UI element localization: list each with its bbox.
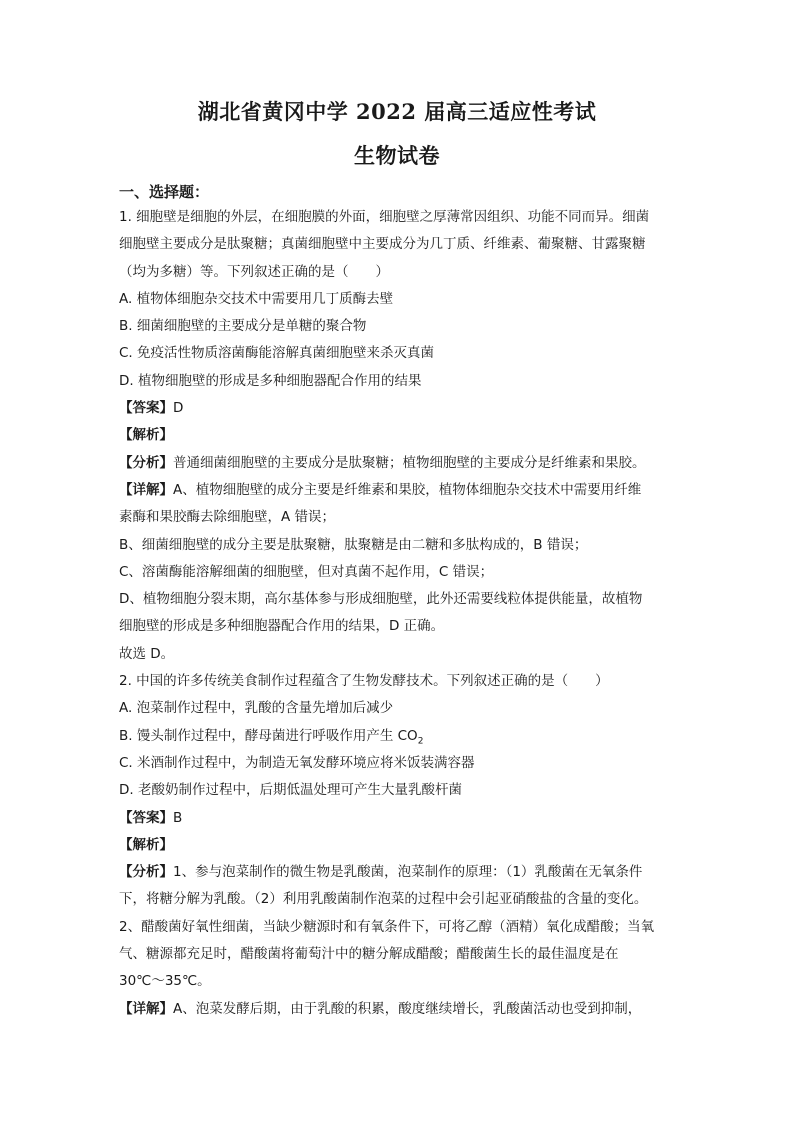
- text-line: [119, 559, 679, 586]
- line-text: A、植物细胞壁的成分主要是纤维素和果胶，植物体细胞杂交技术中需要用纤维: [173, 481, 642, 498]
- line-text: C、溶菌酶能溶解细菌的细胞壁，但对真菌不起作用，C 错误；: [119, 563, 494, 580]
- line-text: A、泡菜发酵后期，由于乳酸的积累，酸度继续增长，乳酸菌活动也受到抑制，: [173, 1000, 642, 1017]
- subscript: 2: [417, 736, 424, 747]
- page-title: 湖北省黄冈中学 2022 届高三适应性考试: [197, 99, 597, 124]
- text-line: [119, 504, 679, 531]
- line-text: B. 细菌细胞壁的主要成分是单糖的聚合物: [119, 318, 367, 335]
- text-line: [119, 450, 679, 477]
- text-line: [119, 886, 679, 913]
- text-line: [119, 777, 679, 804]
- page-subtitle: 生物试卷: [354, 143, 440, 168]
- line-text: B. 馒头制作过程中，酵母菌进行呼吸作用产生 CO: [119, 727, 418, 744]
- text-line: [119, 832, 679, 859]
- line-text: （均为多糖）等。下列叙述正确的是（ ）: [119, 263, 389, 280]
- text-line: [119, 750, 679, 777]
- text-line: [119, 668, 679, 695]
- line-text: 下，将糖分解为乳酸。（2）利用乳酸菌制作泡菜的过程中会引起亚硝酸盐的含量的变化。: [119, 891, 648, 908]
- text-line: [119, 532, 679, 559]
- answer-tag: 【解析】: [119, 427, 173, 444]
- line-text: D. 植物细胞壁的形成是多种细胞器配合作用的结果: [119, 372, 422, 389]
- text-line: [119, 723, 679, 750]
- text-line: [119, 586, 679, 613]
- line-text: 2、醋酸菌好氧性细菌，当缺少糖源时和有氧条件下，可将乙醇（酒精）氧化成醋酸；当氧: [119, 918, 655, 935]
- line-text: 气、糖源都充足时，醋酸菌将葡萄汁中的糖分解成醋酸；醋酸菌生长的最佳温度是在: [119, 946, 619, 963]
- line-text: 2. 中国的许多传统美食制作过程蕴含了生物发酵技术。下列叙述正确的是（ ）: [119, 673, 609, 690]
- line-text: 素酶和果胶酶去除细胞壁，A 错误；: [119, 509, 336, 526]
- line-text: B、细菌细胞壁的成分主要是肽聚糖，肽聚糖是由二糖和多肽构成的，B 错误；: [119, 536, 588, 553]
- answer-tag: 【详解】: [119, 481, 173, 498]
- answer-tag: 【答案】: [119, 809, 173, 826]
- text-line: [119, 941, 679, 968]
- text-line: [119, 914, 679, 941]
- text-line: [119, 613, 679, 640]
- line-text: A. 泡菜制作过程中，乳酸的含量先增加后减少: [119, 700, 394, 717]
- text-line: [119, 368, 679, 395]
- text-line: [119, 477, 679, 504]
- text-line: [119, 968, 679, 995]
- answer-tag: 【解析】: [119, 836, 173, 853]
- text-line: [119, 859, 679, 886]
- answer-tag: 【分析】: [119, 454, 173, 471]
- line-text: A. 植物体细胞杂交技术中需要用几丁质酶去壁: [119, 290, 394, 307]
- line-text: 1、参与泡菜制作的微生物是乳酸菌，泡菜制作的原理：（1）乳酸菌在无氧条件: [173, 864, 643, 881]
- line-text: D: [173, 400, 184, 417]
- text-line: [119, 422, 679, 449]
- document-body: [119, 204, 679, 1023]
- text-line: [119, 313, 679, 340]
- text-line: [119, 395, 679, 422]
- line-text: C. 免疫活性物质溶菌酶能溶解真菌细胞壁来杀灭真菌: [119, 345, 435, 362]
- line-text: B: [173, 809, 183, 826]
- answer-tag: 【详解】: [119, 1000, 173, 1017]
- text-line: [119, 259, 679, 286]
- text-line: [119, 695, 679, 722]
- text-line: [119, 340, 679, 367]
- line-text: 细胞壁主要成分是肽聚糖；真菌细胞壁中主要成分为几丁质、纤维素、葡聚糖、甘露聚糖: [119, 236, 646, 253]
- text-line: [119, 231, 679, 258]
- line-text: 故选 D。: [119, 645, 175, 662]
- text-line: [119, 805, 679, 832]
- line-text: D. 老酸奶制作过程中，后期低温处理可产生大量乳酸杆菌: [119, 782, 462, 799]
- line-text: C. 米酒制作过程中，为制造无氧发酵环境应将米饭装满容器: [119, 754, 475, 771]
- answer-tag: 【分析】: [119, 864, 173, 881]
- text-line: [119, 204, 679, 231]
- section-heading: 一、选择题：: [119, 183, 210, 201]
- text-line: [119, 996, 679, 1023]
- line-text: 1. 细胞壁是细胞的外层，在细胞膜的外面，细胞壁之厚薄常因组织、功能不同而异。细菌: [119, 209, 650, 225]
- line-text: D、植物细胞分裂末期，高尔基体参与形成细胞壁，此外还需要线粒体提供能量，故植物: [119, 591, 643, 608]
- answer-tag: 【答案】: [119, 400, 173, 417]
- text-line: [119, 641, 679, 668]
- line-text: 普通细菌细胞壁的主要成分是肽聚糖；植物细胞壁的主要成分是纤维素和果胶。: [173, 454, 646, 471]
- line-text: 细胞壁的形成是多种细胞器配合作用的结果，D 正确。: [119, 618, 445, 635]
- line-text: 30℃～35℃。: [119, 973, 211, 990]
- text-line: [119, 286, 679, 313]
